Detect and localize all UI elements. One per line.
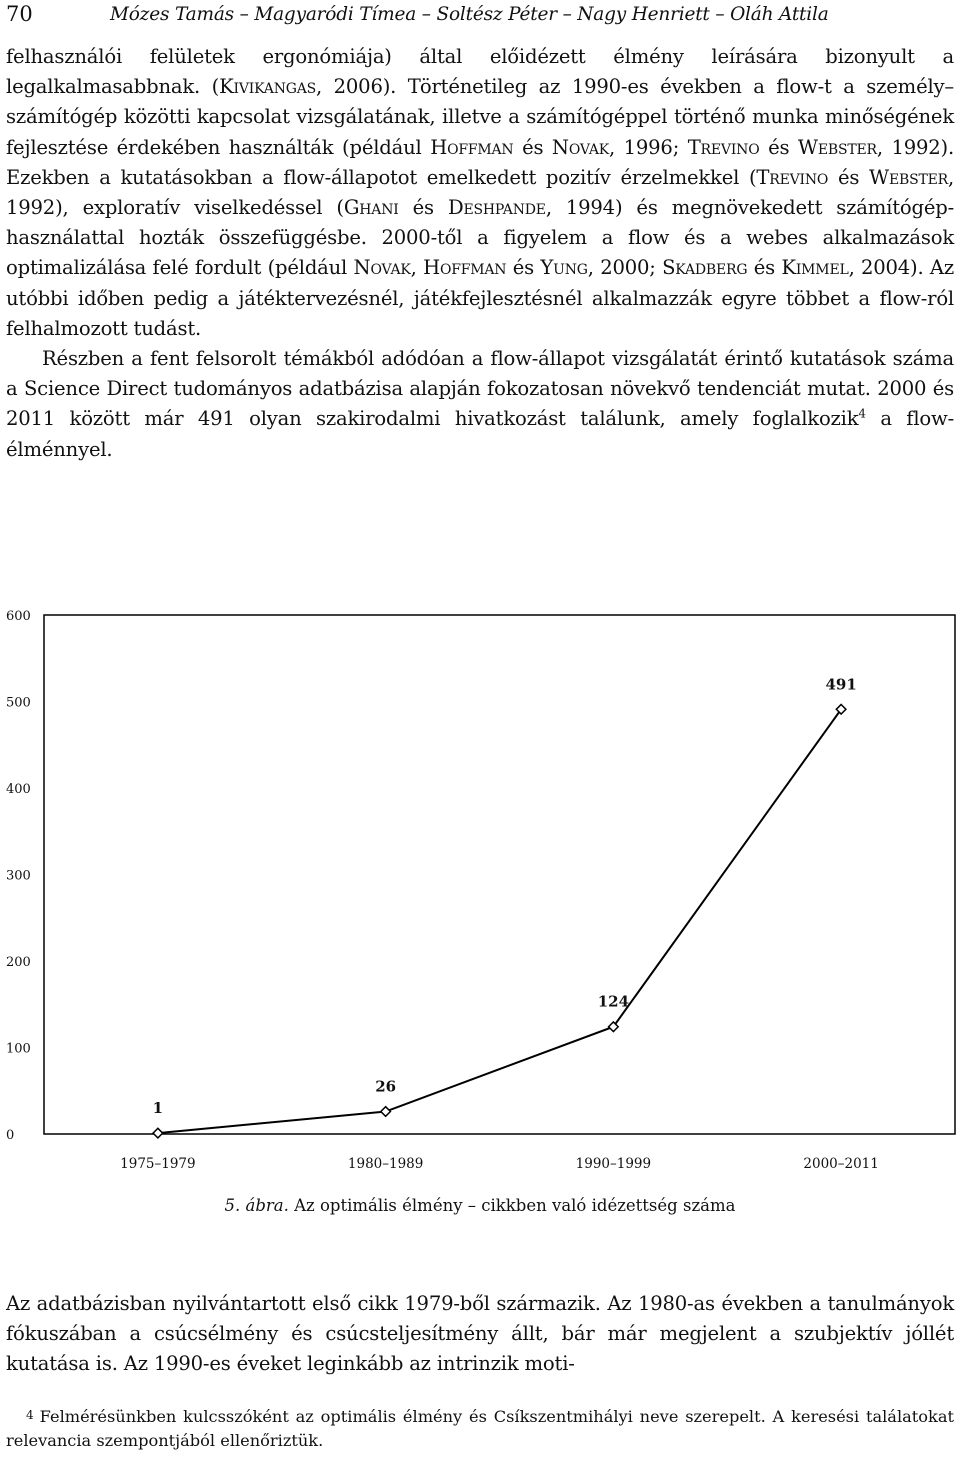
x-tick-label: 1990–1999 <box>575 1156 652 1172</box>
footnote <box>6 1405 954 1453</box>
x-tick-label: 1980–1989 <box>347 1156 424 1172</box>
figure-label: 5. ábra. <box>224 1196 289 1215</box>
y-tick-label-500: 500 <box>6 695 31 711</box>
author-citation: Hoffman <box>423 256 507 280</box>
footnote-number: 4 <box>26 1408 34 1422</box>
author-citation: Trevino <box>687 135 760 159</box>
author-citation: Trevino <box>756 165 829 189</box>
data-point-marker <box>381 1107 391 1117</box>
author-citation: Webster <box>869 165 948 189</box>
data-point-marker <box>153 1128 163 1138</box>
body-text-bottom <box>6 1289 954 1380</box>
data-label: 491 <box>825 675 857 694</box>
author-citation: Kimmel <box>781 256 849 280</box>
footnote-marker[interactable]: 4 <box>858 406 866 421</box>
series-line <box>158 709 841 1133</box>
x-tick-label: 1975–1979 <box>120 1156 196 1172</box>
author-citation: Deshpande <box>447 196 546 220</box>
figure-caption <box>0 1196 960 1215</box>
data-label: 26 <box>375 1077 397 1096</box>
y-tick-label-0: 0 <box>6 1128 15 1143</box>
author-citation: Skadberg <box>662 256 748 280</box>
citation-line-chart <box>0 595 960 1185</box>
footnote-text: Felmérésünkben kulcsszóként az optimális élmény és Csíkszentmihályi neve szerepelt. A keresési találatokat relevancia szempontjából ellenőriztük. <box>6 1407 954 1450</box>
y-tick-label-300: 300 <box>6 868 31 884</box>
paragraph-flow-history: felhasználói felületek ergonómiája) által előidézett élmény leírására bizonyult a legalkalmasabbnak. (Kivikangas, 2006). Történetileg az 1990-es években a flow-t a személy–számítógép közötti kapcsolat vizsgálatának, illetve a számítógéppel történő munka minőségének fejlesztése érdekében használták (például Hoffman és Novak, 1996; Trevino és Webster, 1992). Ezekben a kutatásokban a flow-állapotot emelkedett pozitív érzelmekkel (Trevino és Webster, 1992), exploratív viselkedéssel (Ghani és Deshpande, 1994) és megnövekedett számítógép-használattal hozták összefüggésbe. 2000-től a figyelem a flow és a webes alkalmazások optimalizálása felé fordult (például Novak, Hoffman és Yung, 2000; Skadberg és Kimmel, 2004). Az utóbbi időben pedig a játéktervezésnél, játékfejlesztésnél alkalmazzák egyre többet a flow-ról felhalmozott tudást. <box>6 45 955 340</box>
author-citation: Novak <box>353 256 411 280</box>
author-citation: Webster <box>797 135 877 159</box>
author-citation: Hoffman <box>430 135 514 159</box>
x-axis-tick-labels <box>120 1156 879 1172</box>
author-citation: Novak <box>551 135 610 159</box>
body-text-top <box>6 42 954 465</box>
y-axis-tick-labels <box>6 609 31 1143</box>
page-number: 70 <box>6 2 33 26</box>
y-tick-label-600: 600 <box>6 609 31 624</box>
running-head-authors: Mózes Tamás – Magyaródi Tímea – Soltész Péter – Nagy Henriett – Oláh Attila <box>110 4 829 25</box>
data-value-labels <box>153 675 857 1117</box>
data-label: 1 <box>152 1099 164 1118</box>
author-citation: Ghani <box>343 196 399 220</box>
y-tick-label-200: 200 <box>6 955 31 970</box>
y-tick-label-400: 400 <box>6 782 31 797</box>
author-citation: Yung <box>540 256 588 280</box>
data-label: 124 <box>597 992 630 1011</box>
y-tick-label-100: 100 <box>6 1041 31 1057</box>
plot-area-frame <box>44 615 955 1134</box>
author-citation: Kivikangas <box>219 75 317 99</box>
page-header <box>6 2 954 30</box>
figure-caption-text: Az optimális élmény – cikkben való idézettség száma <box>288 1196 736 1215</box>
x-tick-label: 2000–2011 <box>803 1156 879 1172</box>
paragraph-citation-trend: Részben a fent felsorolt témákból adódóan a flow-állapot vizsgálatát érintő kutatások száma a Science Direct tudományos adatbázisa alapján fokozatosan növekvő tendenciát mutat. 2000 és 2011 között már 491 olyan szakirodalmi hivatkozást találunk, amely foglalkozik$^4$ a flow-élménnyel. <box>6 347 955 461</box>
data-point-markers <box>153 704 846 1137</box>
paragraph-database-history: Az adatbázisban nyilvántartott első cikk 1979-ből származik. Az 1980-as években a tanulmányok fókuszában a csúcsélmény és csúcsteljesítmény állt, bár már megjelent a szubjektív jóllét kutatása is. Az 1990-es éveket leginkább az intrinzik moti- <box>6 1292 954 1376</box>
